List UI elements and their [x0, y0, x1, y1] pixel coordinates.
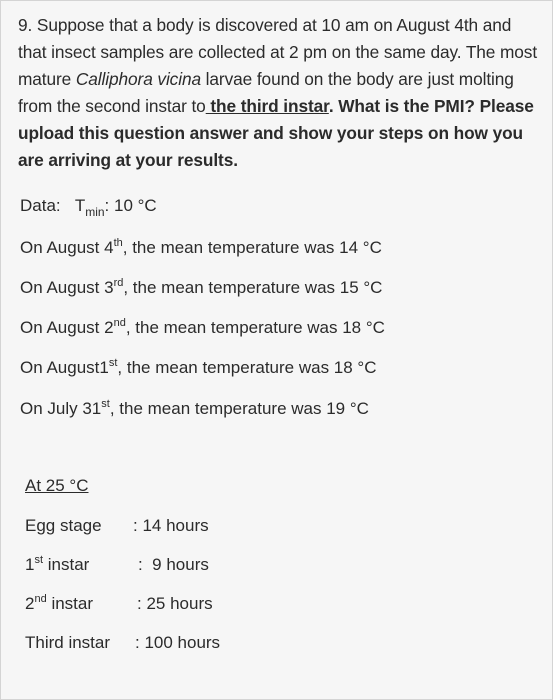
temp-prefix: On August1	[20, 358, 109, 377]
question-mid: larvae found on the body are just molting from the second instar to	[18, 69, 514, 116]
temp-suffix: , the mean temperature was 18 °C	[125, 318, 385, 337]
stage-duration: : 14 hours	[133, 516, 209, 535]
stage-duration: : 9 hours	[138, 555, 209, 574]
stage-suffix: instar	[43, 555, 90, 574]
temperature-line	[20, 278, 382, 298]
temp-suffix: , the mean temperature was 19 °C	[109, 399, 369, 418]
stage-duration: : 25 hours	[137, 594, 213, 613]
temp-prefix: On August 3	[20, 278, 114, 297]
stage-row	[25, 554, 209, 575]
temp-suffix: , the mean temperature was 15 °C	[123, 278, 383, 297]
stage-row	[25, 516, 209, 536]
temp-sup: st	[108, 357, 118, 369]
temp-suffix: , the mean temperature was 18 °C	[117, 358, 377, 377]
stage-duration: : 100 hours	[135, 633, 221, 652]
stage-name: 2	[25, 594, 35, 613]
stage-sup: nd	[34, 593, 47, 605]
table-heading: At 25 °C	[25, 476, 89, 495]
question-ending: . What is the PMI? Please upload this question answer and show your steps on how you are arriving at your results.	[18, 96, 534, 170]
t-symbol: T	[74, 196, 86, 215]
stage-row	[25, 633, 221, 653]
temp-prefix: On August 4	[20, 238, 114, 257]
temp-sup: st	[101, 398, 110, 410]
stage-name: Third instar	[25, 633, 111, 652]
stage-row	[25, 593, 213, 614]
temp-prefix: On August 2	[20, 318, 114, 337]
species-name: Calliphora vicina	[75, 69, 201, 89]
third-instar-emphasis: the third instar	[205, 96, 329, 116]
temp-sup: rd	[113, 277, 124, 289]
data-label: Data:	[20, 196, 61, 215]
stage-suffix: instar	[46, 594, 94, 613]
temp-suffix: , the mean temperature was 14 °C	[122, 238, 382, 257]
question-text	[18, 12, 538, 174]
temp-sup: th	[113, 237, 123, 249]
t-value: : 10 °C	[104, 196, 157, 215]
temperature-line	[20, 399, 369, 419]
t-subscript: min	[85, 205, 105, 219]
stage-name: 1	[25, 555, 35, 574]
stage-name: Egg stage	[25, 516, 102, 535]
temp-sup: nd	[113, 317, 126, 329]
temperature-line	[20, 358, 377, 378]
temperature-line	[20, 238, 382, 258]
question-intro: 9. Suppose that a body is discovered at 10 am on August 4th and that insect samples are collected at 2 pm on the same day. The most mature	[18, 15, 538, 89]
stage-sup: st	[34, 554, 44, 566]
tmin-line	[20, 196, 157, 219]
temp-prefix: On July 31	[20, 399, 102, 418]
temperature-line	[20, 318, 385, 338]
